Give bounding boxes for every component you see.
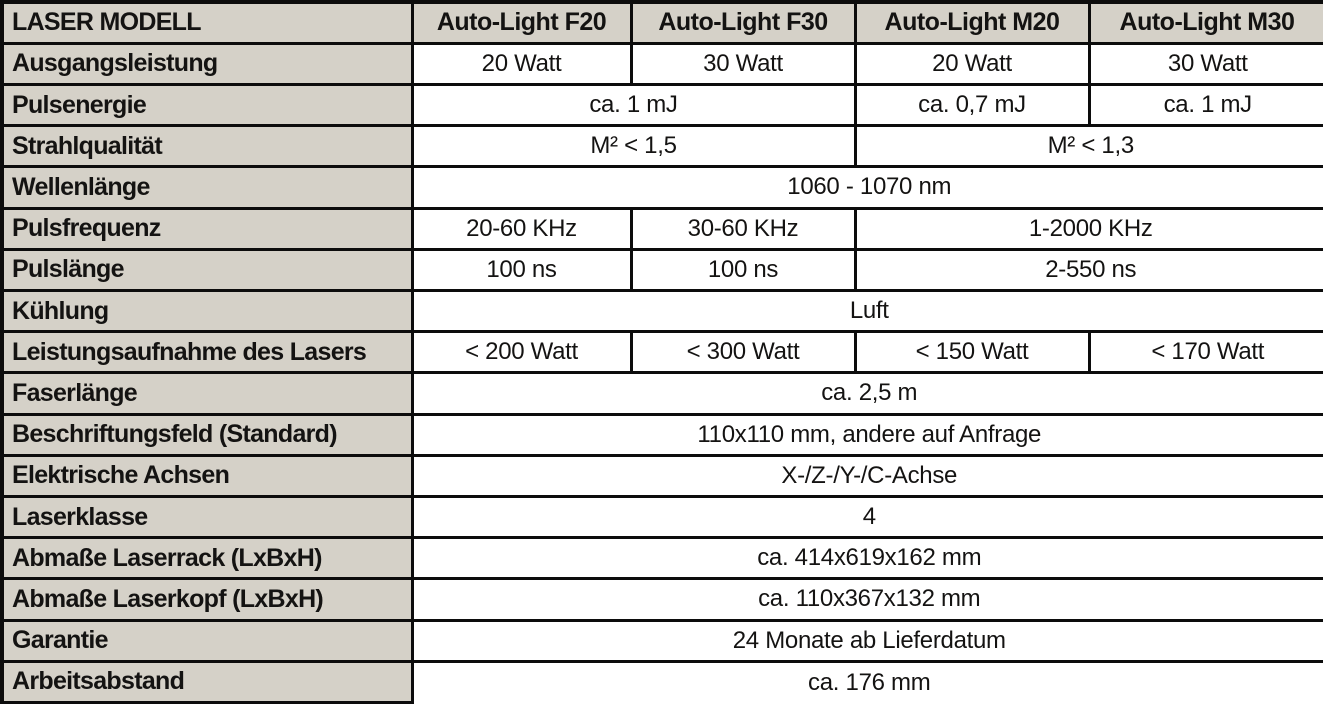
spec-value: 30 Watt xyxy=(631,43,855,84)
spec-value: ca. 0,7 mJ xyxy=(855,84,1089,125)
row-label: Wellenlänge xyxy=(2,167,412,208)
model-column-header-m30: Auto-Light M30 xyxy=(1089,2,1323,43)
spec-value: ca. 1 mJ xyxy=(1089,84,1323,125)
spec-value: 4 xyxy=(412,496,1323,537)
row-label: Pulslänge xyxy=(2,249,412,290)
row-label: Laserklasse xyxy=(2,496,412,537)
table-row-wellenlaenge xyxy=(2,167,1323,208)
spec-value: < 150 Watt xyxy=(855,332,1089,373)
row-label: Beschriftungsfeld (Standard) xyxy=(2,414,412,455)
spec-value: < 170 Watt xyxy=(1089,332,1323,373)
spec-value: < 200 Watt xyxy=(412,332,631,373)
spec-value: M² < 1,5 xyxy=(412,126,855,167)
spec-value: ca. 1 mJ xyxy=(412,84,855,125)
model-column-header-f20: Auto-Light F20 xyxy=(412,2,631,43)
header-laser-modell: LASER MODELL xyxy=(2,2,412,43)
table-row-faserlaenge xyxy=(2,373,1323,414)
spec-value: 20-60 KHz xyxy=(412,208,631,249)
table-row-garantie xyxy=(2,620,1323,661)
table-row-pulsenergie xyxy=(2,84,1323,125)
table-row-pulsfrequenz xyxy=(2,208,1323,249)
spec-value: 110x110 mm, andere auf Anfrage xyxy=(412,414,1323,455)
table-row-abmasse-laserkopf xyxy=(2,579,1323,620)
row-label: Leistungsaufnahme des Lasers xyxy=(2,332,412,373)
row-label: Kühlung xyxy=(2,290,412,331)
table-row-strahlqualitaet xyxy=(2,126,1323,167)
spec-value: 100 ns xyxy=(412,249,631,290)
spec-value: Luft xyxy=(412,290,1323,331)
row-label: Garantie xyxy=(2,620,412,661)
spec-value: 2-550 ns xyxy=(855,249,1323,290)
table-row-abmasse-laserrack xyxy=(2,538,1323,579)
spec-value: 20 Watt xyxy=(412,43,631,84)
table-row-elektrische-achsen xyxy=(2,455,1323,496)
row-label: Elektrische Achsen xyxy=(2,455,412,496)
spec-value: ca. 414x619x162 mm xyxy=(412,538,1323,579)
table-row-beschriftungsfeld xyxy=(2,414,1323,455)
row-label: Strahlqualität xyxy=(2,126,412,167)
spec-value: ca. 110x367x132 mm xyxy=(412,579,1323,620)
table-row-leistungsaufnahme xyxy=(2,332,1323,373)
row-label: Abmaße Laserrack (LxBxH) xyxy=(2,538,412,579)
table-row-kuehlung xyxy=(2,290,1323,331)
spec-value: M² < 1,3 xyxy=(855,126,1323,167)
spec-value: 1060 - 1070 nm xyxy=(412,167,1323,208)
row-label: Pulsenergie xyxy=(2,84,412,125)
model-column-header-f30: Auto-Light F30 xyxy=(631,2,855,43)
spec-value: X-/Z-/Y-/C-Achse xyxy=(412,455,1323,496)
spec-value: 20 Watt xyxy=(855,43,1089,84)
table-header-row xyxy=(2,2,1323,43)
spec-value: < 300 Watt xyxy=(631,332,855,373)
spec-value: ca. 176 mm xyxy=(412,661,1323,702)
row-label: Pulsfrequenz xyxy=(2,208,412,249)
table-row-pulslaenge xyxy=(2,249,1323,290)
row-label: Faserlänge xyxy=(2,373,412,414)
model-column-header-m20: Auto-Light M20 xyxy=(855,2,1089,43)
spec-value: 100 ns xyxy=(631,249,855,290)
row-label: Arbeitsabstand xyxy=(2,661,412,702)
spec-value: 30 Watt xyxy=(1089,43,1323,84)
spec-value: 1-2000 KHz xyxy=(855,208,1323,249)
table-row-ausgangsleistung xyxy=(2,43,1323,84)
table-row-laserklasse xyxy=(2,496,1323,537)
spec-value: ca. 2,5 m xyxy=(412,373,1323,414)
spec-value: 24 Monate ab Lieferdatum xyxy=(412,620,1323,661)
row-label: Ausgangsleistung xyxy=(2,43,412,84)
spec-value: 30-60 KHz xyxy=(631,208,855,249)
row-label: Abmaße Laserkopf (LxBxH) xyxy=(2,579,412,620)
table-row-arbeitsabstand xyxy=(2,661,1323,702)
